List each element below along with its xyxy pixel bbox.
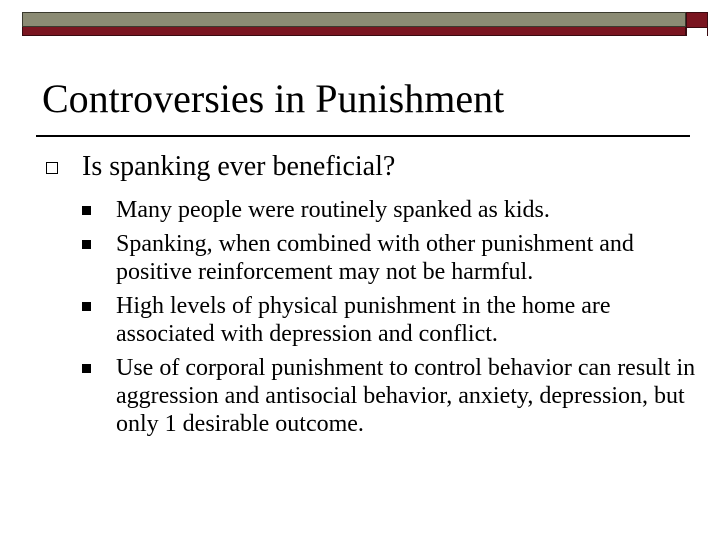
filled-square-icon	[82, 302, 91, 311]
sub-bullet-text: High levels of physical punishment in the home are associated with depression and conflict.	[116, 293, 611, 347]
filled-square-icon	[82, 206, 91, 215]
filled-square-icon	[82, 364, 91, 373]
list-item	[82, 292, 702, 348]
slide-title: Controversies in Punishment	[42, 76, 505, 121]
list-item	[82, 196, 702, 224]
sub-bullet-text: Many people were routinely spanked as kids.	[116, 197, 550, 223]
sub-bullet-list	[82, 196, 702, 444]
hollow-square-icon	[46, 162, 58, 174]
header-band-olive	[22, 12, 686, 27]
sub-bullet-text: Use of corporal punishment to control behavior can result in aggression and antisocial behavior, anxiety, depression, but only 1 desirable outcome.	[116, 355, 696, 437]
list-item	[82, 230, 702, 286]
filled-square-icon	[82, 240, 91, 249]
header-band-maroon	[22, 27, 686, 36]
corner-box-white	[687, 28, 707, 36]
sub-bullet-text: Spanking, when combined with other punishment and positive reinforcement may not be harmful.	[116, 231, 634, 285]
corner-box-maroon	[687, 13, 707, 28]
header-corner-box	[686, 12, 708, 36]
main-bullet-text: Is spanking ever beneficial?	[82, 151, 396, 182]
list-item	[82, 354, 702, 438]
title-underline	[36, 135, 690, 137]
